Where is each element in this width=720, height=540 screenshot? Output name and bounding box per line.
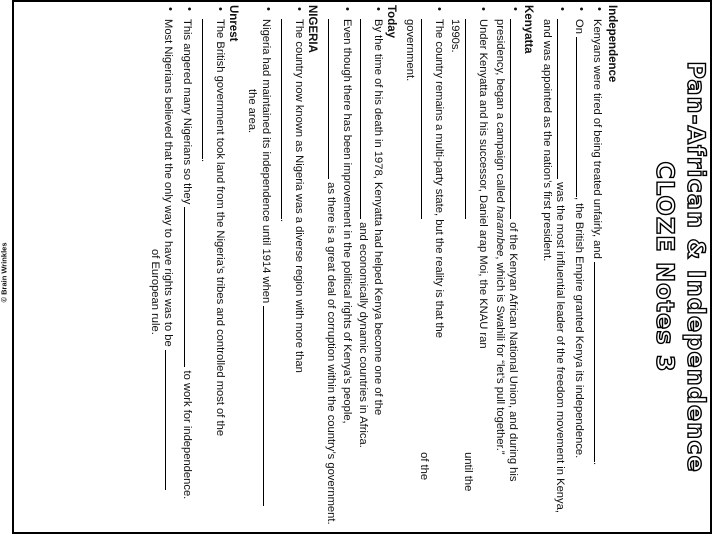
answer-blank[interactable]: [202, 19, 213, 159]
list-item: • The country now known as Nigeria was a diverse region with more than .: [277, 19, 305, 525]
answer-blank[interactable]: [594, 262, 605, 462]
answer-blank[interactable]: [281, 19, 292, 219]
list-item: • Even though there has been improvement in the political rights of Kenya’s people, as there is a great deal of corruption within the country’s government.: [324, 19, 352, 525]
section-heading: NIGERIA: [306, 5, 319, 53]
answer-blank[interactable]: [184, 207, 195, 367]
title-block: [626, 1, 711, 533]
list-item: • Kenyans were tired of being treated unfairly, and .: [590, 19, 605, 525]
answer-blank[interactable]: [360, 19, 371, 219]
section-today: [324, 5, 397, 525]
section-heading: Kenyatta: [521, 5, 534, 54]
answer-blank[interactable]: [510, 19, 521, 219]
page-subtitle: CLOZE Notes 3: [651, 161, 679, 373]
answer-blank[interactable]: [576, 37, 587, 197]
list-item: • Nigeria had maintained its independence until 1914 when the area.: [245, 19, 273, 525]
answer-blank[interactable]: [421, 19, 432, 219]
section-heading: Unrest: [227, 5, 240, 42]
list-item: • Most Nigerians believed that the only way to have rights was to be of European rule.: [148, 19, 176, 525]
list-item: • On , the British Empire granted Kenya its independence.: [571, 19, 586, 525]
answer-blank[interactable]: [263, 306, 274, 506]
section-unrest: [148, 5, 239, 525]
list-item: • was the most influential leader of the freedom movement in Kenya, and was appointed as the nation’s first president.: [540, 19, 568, 525]
section-independence: [540, 5, 618, 525]
section-heading: Today: [385, 5, 398, 39]
section-heading: Independence: [606, 5, 618, 83]
section-nigeria: [245, 5, 318, 525]
list-item: • This angered many Nigerians so they to work for independence.: [179, 19, 194, 525]
list-item: • Under Kenyatta and his successor, Daniel arap Moi, the KNAU ran until the 1990s.: [448, 19, 490, 525]
answer-blank[interactable]: [165, 350, 176, 490]
answer-blank[interactable]: [557, 19, 568, 179]
list-item: • The British government took land from the Nigeria’s tribes and controlled most of the .: [198, 19, 226, 525]
answer-blank[interactable]: [465, 19, 476, 219]
notes-content: [142, 5, 618, 525]
rotated-page: [13, 1, 711, 533]
list-item: • The country remains a multi-party state, but the reality is that the of the government.: [403, 19, 445, 525]
list-item: • of the Kenyan African National Union, and during his presidency, began a campaign called harambee, which is Swahili for “let’s pull together.”: [492, 19, 520, 525]
page-title: Pan-African & Independence: [682, 61, 710, 473]
section-kenyatta: [403, 5, 534, 525]
copyright-notice: © Brain Wrinkles: [0, 242, 9, 303]
answer-blank[interactable]: [328, 19, 339, 179]
list-item: • By the time of his death in 1978, Kenyatta had helped Kenya become one of the and economically dynamic countries in Africa.: [356, 19, 384, 525]
